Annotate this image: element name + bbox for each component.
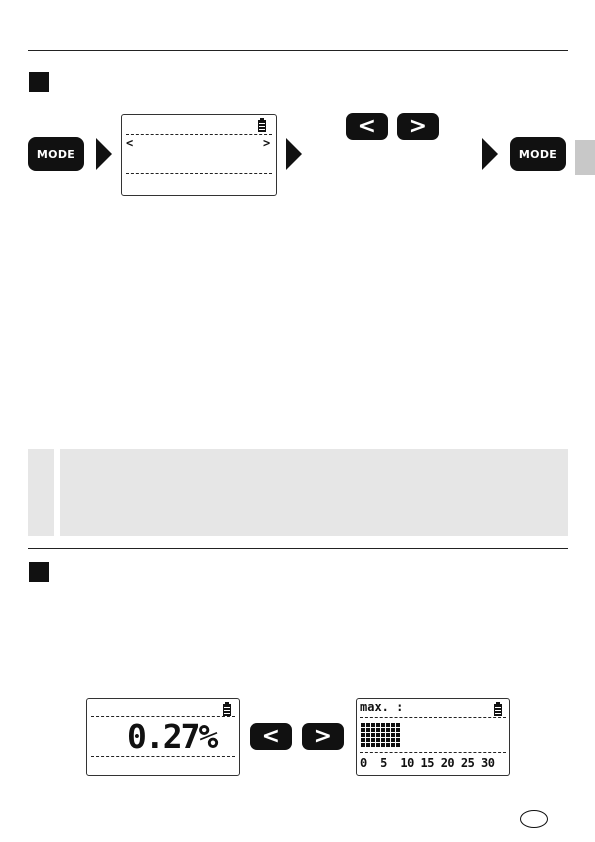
note-box [28,449,568,536]
lcd-left-arrow: < [126,136,134,150]
lcd-divider [126,134,272,135]
country-code-oval [520,810,548,828]
note-box-divider [54,449,60,536]
lcd-divider [360,717,506,718]
scale-labels: 0 5 10 15 20 25 30 [360,756,495,770]
side-tab [575,140,595,175]
prev-button-2[interactable]: < [250,723,292,750]
battery-icon [258,120,266,132]
measure-value: 0.27% [127,717,217,756]
section-marker-1 [29,72,49,92]
lcd-menu-display [121,114,277,196]
next-button[interactable]: > [397,113,439,140]
battery-icon [223,704,231,716]
lcd-divider [91,756,235,757]
flow-arrow-icon [96,138,112,170]
lcd-divider [360,752,506,753]
max-label: max. : [360,700,404,714]
mode-button-left[interactable]: MODE [28,137,84,171]
lcd-divider [126,173,272,174]
prev-button[interactable]: < [346,113,388,140]
flow-arrow-icon [482,138,498,170]
top-rule [28,50,568,51]
next-button-2[interactable]: > [302,723,344,750]
section-rule [28,548,568,549]
battery-icon [494,704,502,716]
lcd-graph-display [356,698,510,776]
lcd-measure-display [86,698,240,776]
histogram-bars [361,723,400,747]
section-marker-2 [29,562,49,582]
mode-button-right[interactable]: MODE [510,137,566,171]
flow-arrow-icon [286,138,302,170]
lcd-right-arrow: > [263,136,271,150]
